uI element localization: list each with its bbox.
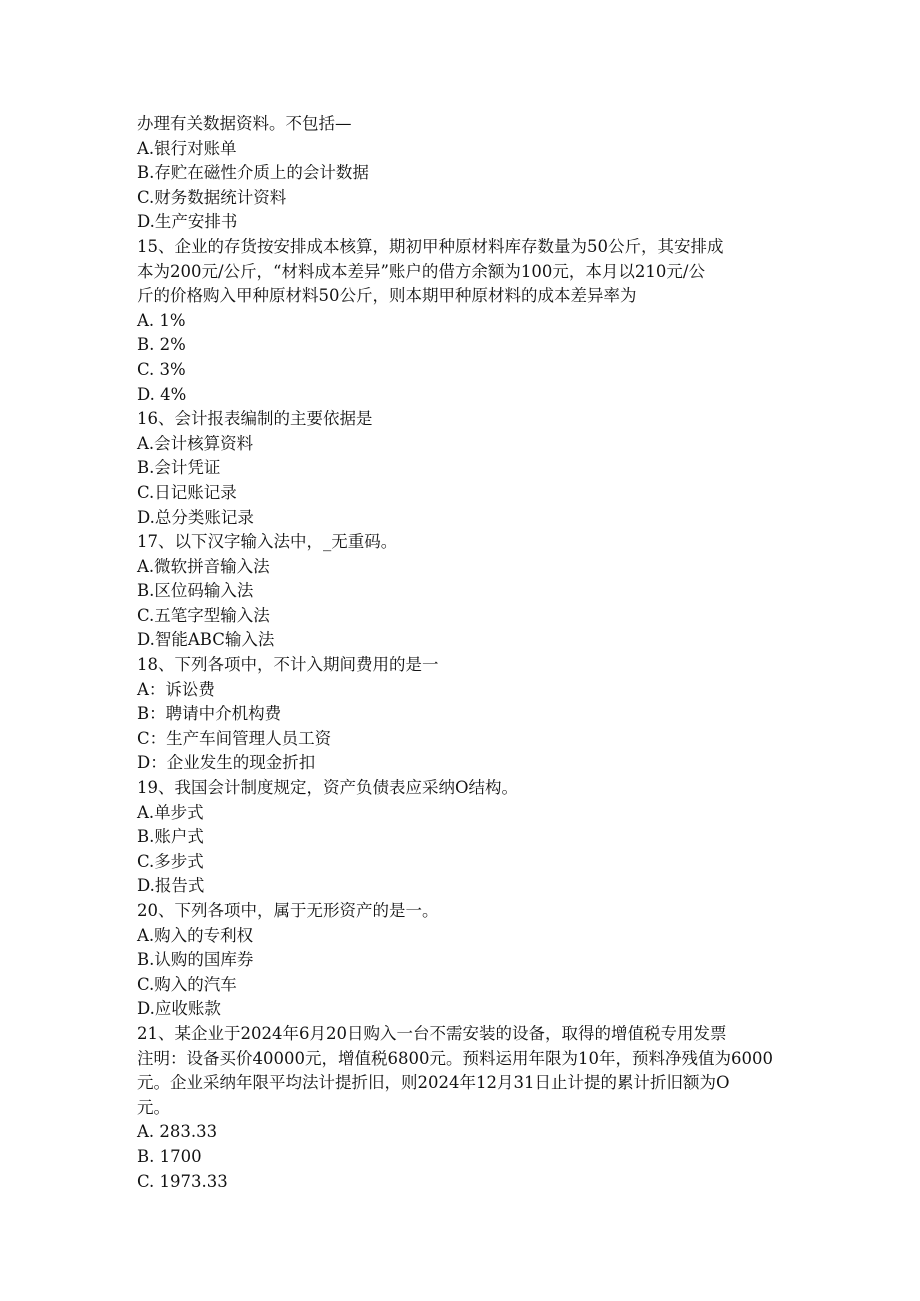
question-line: 本为200元/公斤，“材料成本差异”账户的借方余额为100元，本月以210元/公 [137,261,705,281]
option-line: C：生产车间管理人员工资 [137,728,332,748]
option-line: D.生产安排书 [137,212,238,232]
option-line: C.日记账记录 [137,482,237,502]
question-line: 18、下列各项中，不计入期间费用的是一 [137,655,439,675]
question-line: 元。企业采纳年限平均法计提折旧，则2024年12月31日止计提的累计折旧额为O [137,1073,730,1093]
option-line: A. 1% [137,310,186,330]
option-line: C.五笔字型输入法 [137,605,270,625]
option-line: A.购入的专利权 [137,925,254,945]
question-line: 16、会计报表编制的主要依据是 [137,409,373,429]
question-line: 元。 [137,1097,170,1117]
text-line: 办理有关数据资料。不包括— [137,114,352,133]
question-line: 19、我国会计制度规定，资产负债表应采纳O结构。 [137,778,519,798]
question-line: 17、以下汉字输入法中，_无重码。 [137,532,398,552]
question-line: 注明：设备买价40000元，增值税6800元。预料运用年限为10年，预料净残值为6000 [137,1048,773,1068]
option-line: A.单步式 [137,802,204,822]
option-line: B. 2% [137,335,186,355]
document-body [137,112,787,1194]
option-line: B.会计凭证 [137,458,221,478]
option-line: B.认购的国库券 [137,950,254,970]
option-line: C.多步式 [137,851,204,871]
option-line: C. 3% [137,359,186,379]
option-line: D. 4% [137,384,187,404]
option-line: D.报告式 [137,876,205,896]
option-line: B.账户式 [137,827,204,847]
option-line: D.应收账款 [137,999,221,1019]
option-line: A.会计核算资料 [137,433,254,453]
option-line: D.总分类账记录 [137,507,254,527]
question-line: 20、下列各项中，属于无形资产的是一。 [137,901,439,920]
option-line: D.智能ABC输入法 [137,630,275,650]
question-line: 15、企业的存货按安排成本核算，期初甲种原材料库存数量为50公斤，其安排成 [137,236,724,256]
option-line: B.区位码输入法 [137,581,254,601]
option-line: A.银行对账单 [137,138,237,158]
option-line: C.财务数据统计资料 [137,187,287,207]
option-line: A：诉讼费 [137,679,215,699]
option-line: C.购入的汽车 [137,974,237,994]
option-line: A. 283.33 [137,1122,218,1142]
option-line: A.微软拼音输入法 [137,556,270,576]
question-line: 21、某企业于2024年6月20日购入一台不需安装的设备，取得的增值税专用发票 [137,1023,727,1043]
option-line: C. 1973.33 [137,1171,228,1191]
option-line: D：企业发生的现金折扣 [137,753,316,773]
option-line: B. 1700 [137,1146,202,1166]
option-line: B.存贮在磁性介质上的会计数据 [137,163,369,183]
question-line: 斤的价格购入甲种原材料50公斤，则本期甲种原材料的成本差异率为 [137,286,637,306]
option-line: B：聘请中介机构费 [137,704,282,724]
